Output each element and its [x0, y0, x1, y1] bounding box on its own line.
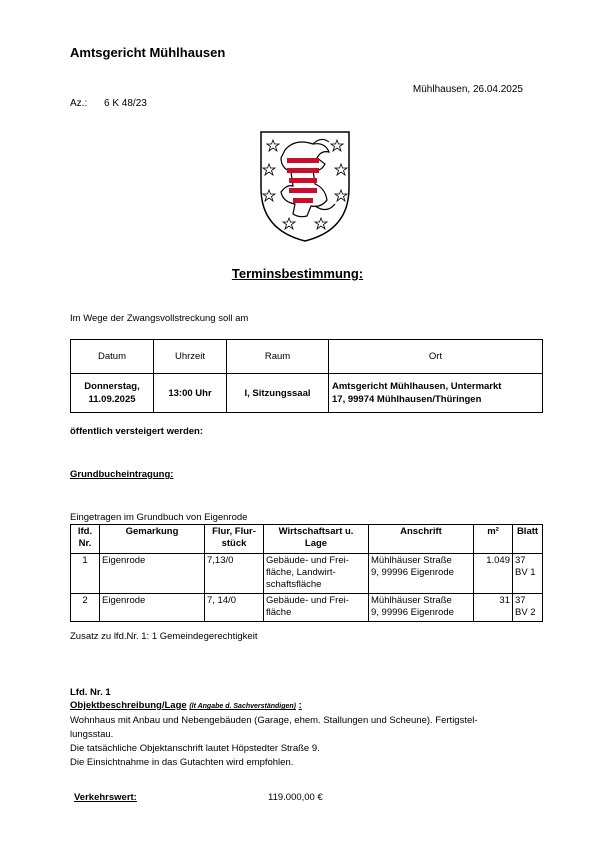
date-weekday: Donnerstag, — [84, 381, 140, 392]
col-art-header — [264, 525, 369, 554]
description-line-1: Wohnhaus mit Anbau und Nebengebäuden (Garage, ehem. Stallungen und Scheune). Fertigstel- — [70, 715, 478, 726]
description-body — [70, 714, 543, 770]
row-art-line-1: Gebäude- und Frei- — [266, 595, 349, 606]
row-art-line-3: schaftsfläche — [266, 579, 322, 590]
auction-notice: öffentlich versteigert werden: — [70, 426, 204, 437]
row-flur: 7,13/0 — [205, 554, 264, 594]
intro-text: Im Wege der Zwangsvollstreckung soll am — [70, 313, 249, 324]
place-date: Mühlhausen, 26.04.2025 — [412, 84, 523, 95]
row-art-line-1: Gebäude- und Frei- — [266, 555, 349, 566]
description-colon: : — [298, 700, 302, 711]
col-blatt-header: Blatt — [513, 525, 543, 554]
market-value: 119.000,00 € — [268, 792, 323, 803]
appointment-header-row — [71, 340, 543, 374]
row-blatt: 37 BV 1 — [513, 554, 543, 594]
market-value-label: Verkehrswert: — [74, 792, 137, 803]
table-row — [71, 554, 543, 594]
description-line-3: Die tatsächliche Objektanschrift lautet Höpstedter Straße 9. — [70, 743, 320, 754]
appointment-table — [70, 339, 543, 413]
register-table — [70, 524, 543, 622]
place-line-2: 17, 99974 Mühlhausen/Thüringen — [332, 394, 482, 405]
row-anschrift-line-2: 9, 99996 Eigenrode — [371, 567, 454, 578]
row-art-line-2: fläche, Landwirt- — [266, 567, 336, 578]
register-header-row — [71, 525, 543, 554]
col-nr-line-2: Nr. — [78, 538, 92, 549]
row-flur: 7, 14/0 — [205, 594, 264, 622]
file-number-value: 6 K 48/23 — [104, 98, 147, 109]
table-row — [71, 594, 543, 622]
col-art-line-1: Wirtschaftsart u. — [278, 526, 354, 537]
item-label: Lfd. Nr. 1 — [70, 687, 111, 698]
row-art — [264, 594, 369, 622]
row-art — [264, 554, 369, 594]
col-m2-header: m² — [474, 525, 513, 554]
coat-of-arms-icon — [255, 128, 355, 244]
row-gemarkung: Eigenrode — [100, 554, 205, 594]
row-gemarkung: Eigenrode — [100, 594, 205, 622]
row-blatt: 37 BV 2 — [513, 594, 543, 622]
row-anschrift-line-1: Mühlhäuser Straße — [371, 555, 452, 566]
date-value: 11.09.2025 — [88, 394, 136, 405]
col-room-header: Raum — [227, 340, 329, 374]
page-title: Terminsbestimmung: — [231, 266, 364, 281]
appointment-row — [71, 374, 543, 413]
row-nr: 2 — [71, 594, 100, 622]
row-m2: 31 — [474, 594, 513, 622]
row-anschrift — [369, 554, 474, 594]
file-number — [70, 98, 147, 109]
row-m2: 1.049 — [474, 554, 513, 594]
appointment-room: I, Sitzungssaal — [227, 374, 329, 413]
register-heading: Grundbucheintragung: — [70, 469, 174, 480]
description-heading-text: Objektbeschreibung/Lage — [70, 700, 187, 711]
col-nr-header — [71, 525, 100, 554]
col-flur-line-1: Flur, Flur- — [212, 526, 256, 537]
file-number-label: Az.: — [70, 98, 88, 109]
row-anschrift-line-1: Mühlhäuser Straße — [371, 595, 452, 606]
appointment-date — [71, 374, 154, 413]
appointment-time: 13:00 Uhr — [154, 374, 227, 413]
description-line-4: Die Einsichtnahme in das Gutachten wird empfohlen. — [70, 757, 294, 768]
register-intro: Eingetragen im Grundbuch von Eigenrode — [70, 512, 248, 523]
col-flur-header — [205, 525, 264, 554]
col-anschrift-header: Anschrift — [369, 525, 474, 554]
place-line-1: Amtsgericht Mühlhausen, Untermarkt — [332, 381, 502, 392]
description-note: (lt Angabe d. Sachverständigen) — [189, 703, 297, 710]
col-art-line-2: Lage — [304, 538, 328, 549]
col-flur-line-2: stück — [221, 538, 247, 549]
row-art-line-2: fläche — [266, 607, 292, 618]
col-date-header: Datum — [71, 340, 154, 374]
col-place-header: Ort — [329, 340, 543, 374]
description-heading — [70, 700, 302, 711]
addendum-text: Zusatz zu lfd.Nr. 1: 1 Gemeindegerechtigkeit — [70, 631, 258, 642]
court-name: Amtsgericht Mühlhausen — [70, 45, 226, 60]
col-gemarkung-header: Gemarkung — [100, 525, 205, 554]
row-nr: 1 — [71, 554, 100, 594]
col-time-header: Uhrzeit — [154, 340, 227, 374]
description-line-2: lungsstau. — [70, 729, 114, 740]
col-nr-line-1: lfd. — [77, 526, 93, 537]
row-anschrift — [369, 594, 474, 622]
row-anschrift-line-2: 9, 99996 Eigenrode — [371, 607, 454, 618]
appointment-place — [329, 374, 543, 413]
